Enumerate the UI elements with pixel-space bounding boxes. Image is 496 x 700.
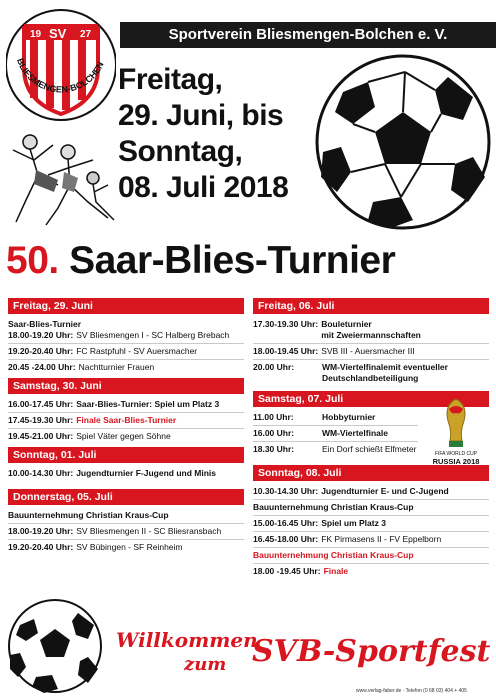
crest-sv: SV xyxy=(49,26,67,41)
world-cup-trophy-icon xyxy=(424,395,488,467)
row-text: Hobbyturnier xyxy=(322,412,376,422)
schedule-row xyxy=(8,526,244,537)
schedule-row xyxy=(8,330,244,341)
schedule-row xyxy=(8,399,244,410)
row-text: Jugendturnier F-Jugend und Minis xyxy=(76,468,216,478)
schedule-row xyxy=(253,486,489,497)
row-text: Saar-Blies-Turnier: Spiel um Platz 3 xyxy=(76,399,220,409)
row-time: 11.00 Uhr: xyxy=(253,412,294,422)
welcome-line-1: Willkommen xyxy=(116,628,258,652)
row-text: SV Bübingen - SF Reinheim xyxy=(76,542,183,552)
row-text: Spiel um Platz 3 xyxy=(321,518,386,528)
schedule-row xyxy=(8,346,244,357)
schedule-row xyxy=(8,319,244,330)
day-header: Freitag, 06. Juli xyxy=(253,298,489,314)
date-line: Freitag, xyxy=(118,63,223,96)
row-text: Finale xyxy=(323,566,349,576)
row-time: 20.00 Uhr: xyxy=(253,362,295,372)
day-header: Samstag, 30. Juni xyxy=(8,378,244,394)
row-text: Bauunternehmung Christian Kraus-Cup xyxy=(253,550,414,560)
row-text: Bauunternehmung Christian Kraus-Cup xyxy=(253,502,414,512)
schedule-row xyxy=(253,534,489,545)
club-crest-icon xyxy=(6,6,116,124)
publisher-fineprint: www.verlag-faber.de · Telefon (0 68 03) 404 + 405 xyxy=(356,688,467,694)
row-text: SV Bliesmengen I - SC Halberg Brebach xyxy=(76,330,230,340)
row-time: 19.45-21.00 Uhr: xyxy=(8,431,74,441)
club-name-bar: Sportverein Bliesmengen-Bolchen e. V. xyxy=(120,22,496,48)
row-text: mit Zweiermannschaften xyxy=(321,330,421,340)
schedule-row xyxy=(8,510,244,521)
main-title xyxy=(6,236,490,286)
title-number: 50. xyxy=(6,239,59,282)
row-text: FC Rastpfuhl - SV Auersmacher xyxy=(76,346,198,356)
row-text: WM-Viertelfinalemit eventueller xyxy=(322,362,448,372)
row-time: 16.00 Uhr: xyxy=(253,428,295,438)
wm-logo-top: FIFA WORLD CUP xyxy=(434,451,478,457)
row-time: 15.00-16.45 Uhr: xyxy=(253,518,319,528)
row-text: Nachtturnier Frauen xyxy=(78,362,155,372)
day-header: Freitag, 29. Juni xyxy=(8,298,244,314)
date-line: Sonntag, xyxy=(118,135,243,168)
welcome-line-2: zum xyxy=(184,654,227,675)
day-header: Samstag, 07. Juli xyxy=(253,391,489,407)
schedule-row xyxy=(253,346,489,357)
schedule-row xyxy=(8,362,244,373)
schedule-row xyxy=(253,502,489,513)
row-time: 19.20-20.40 Uhr: xyxy=(8,346,74,356)
schedule-row xyxy=(253,566,489,577)
row-time: 17.30-19.30 Uhr: xyxy=(253,319,319,329)
schedule-row xyxy=(253,373,489,384)
row-text: Finale Saar-Blies-Turnier xyxy=(76,415,177,425)
row-text: Ein Dorf schießt Elfmeter xyxy=(322,444,417,454)
crest-year-left: 19 xyxy=(30,29,42,40)
row-time: 16.45-18.00 Uhr: xyxy=(253,534,319,544)
day-header: Donnerstag, 05. Juli xyxy=(8,489,244,505)
schedule-row xyxy=(253,518,489,529)
schedule-row xyxy=(8,542,244,553)
row-time: 16.00-17.45 Uhr: xyxy=(8,399,74,409)
row-text: Jugendturnier E- und C-Jugend xyxy=(321,486,449,496)
schedule-row xyxy=(253,550,489,561)
schedule-row xyxy=(8,468,244,479)
event-dates xyxy=(118,62,338,206)
day-header: Sonntag, 01. Juli xyxy=(8,447,244,463)
players-icon xyxy=(8,130,120,230)
row-time: 10.00-14.30 Uhr: xyxy=(8,468,74,478)
crest-year-right: 27 xyxy=(80,29,92,40)
row-text: SVB III - Auersmacher III xyxy=(321,346,415,356)
row-text: SV Bliesmengen II - SC Bliesransbach xyxy=(76,526,222,536)
row-time: 18.30 Uhr: xyxy=(253,444,295,454)
row-time: 18.00 -19.45 Uhr: xyxy=(253,566,321,576)
row-time: 17.45-19.30 Uhr: xyxy=(8,415,74,425)
schedule-left xyxy=(8,298,244,553)
schedule-row xyxy=(8,415,244,426)
welcome-line-3: SVB-Sportfest xyxy=(252,634,491,669)
row-text: WM-Viertelfinale xyxy=(322,428,388,438)
day-header: Sonntag, 08. Juli xyxy=(253,465,489,481)
row-time: 18.00-19.20 Uhr: xyxy=(8,330,74,340)
row-time: 10.30-14.30 Uhr: xyxy=(253,486,319,496)
row-time: 19.20-20.40 Uhr: xyxy=(8,542,74,552)
date-line: 08. Juli 2018 xyxy=(118,171,289,204)
row-text: Bauunternehmung Christian Kraus-Cup xyxy=(8,510,169,520)
crest-ring-text: BLIESMENGEN-BOLCHEN xyxy=(14,56,106,95)
row-time: 18.00-19.20 Uhr: xyxy=(8,526,74,536)
soccer-ball-icon xyxy=(6,597,104,695)
row-time: 18.00-19.45 Uhr: xyxy=(253,346,319,356)
title-text: Saar-Blies-Turnier xyxy=(69,239,396,282)
wm-logo-bottom: RUSSIA 2018 xyxy=(432,457,480,466)
schedule-row xyxy=(253,362,489,373)
row-text: FK Pirmasens II - FV Eppelborn xyxy=(321,534,442,544)
welcome-slogan xyxy=(112,628,492,688)
row-text: Spiel Väter gegen Söhne xyxy=(76,431,171,441)
row-text: Saar-Blies-Turnier xyxy=(8,319,82,329)
schedule-row xyxy=(253,319,489,330)
row-time: 20.45 -24.00 Uhr: xyxy=(8,362,76,372)
date-line: 29. Juni, bis xyxy=(118,99,284,132)
soccer-ball-icon xyxy=(313,52,493,232)
schedule-row xyxy=(253,330,489,341)
row-text: Bouleturnier xyxy=(321,319,372,329)
row-text: Deutschlandbeteiligung xyxy=(322,373,419,383)
schedule-row xyxy=(8,431,244,442)
